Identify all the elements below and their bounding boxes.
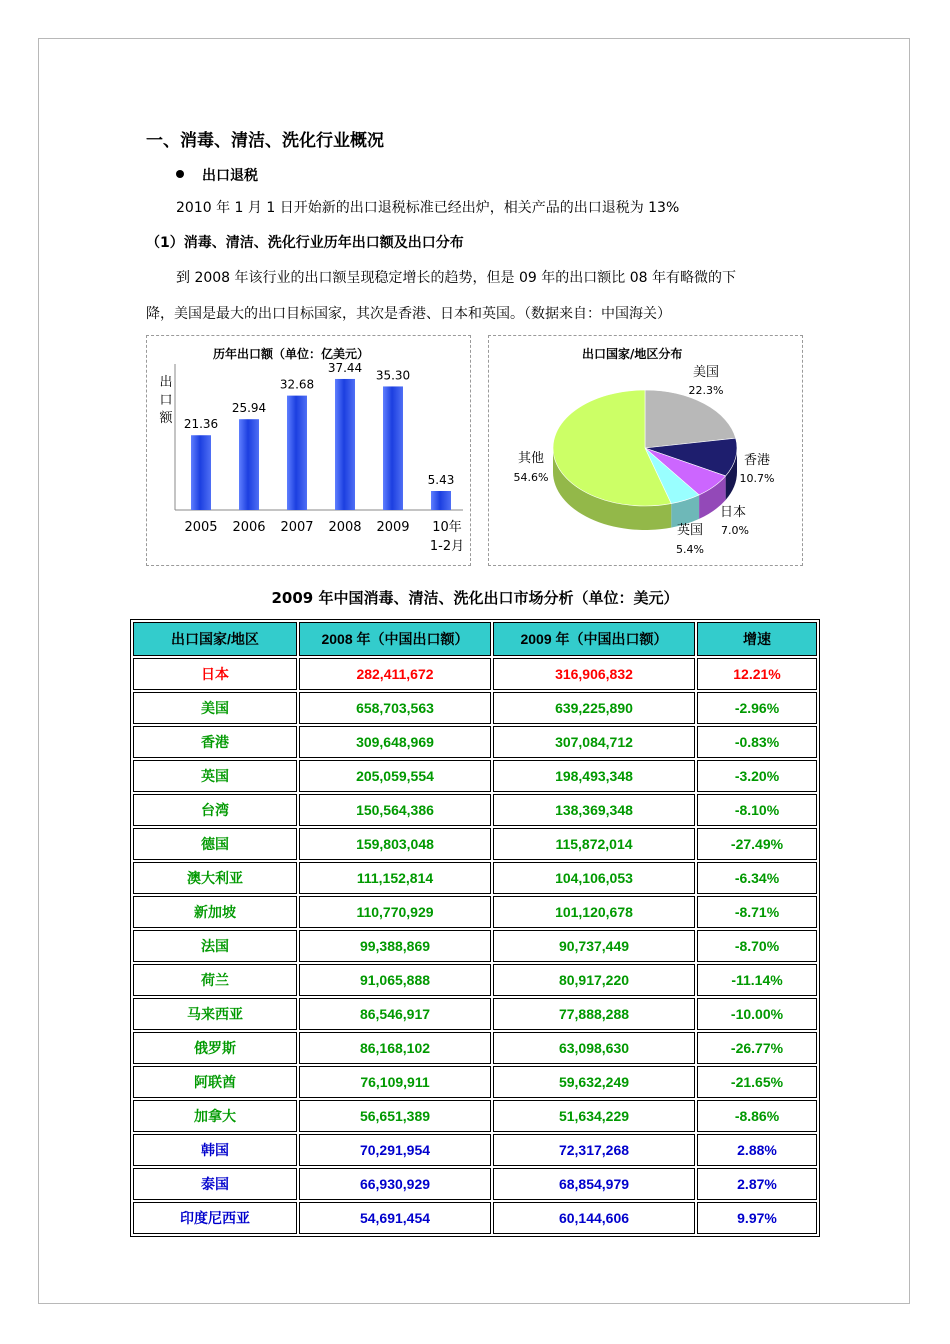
cell-country: 阿联酋 [133, 1066, 297, 1098]
table-row [133, 1134, 817, 1166]
table-header-row [133, 622, 817, 656]
cell-2009: 115,872,014 [493, 828, 695, 860]
cell-growth: 9.97% [697, 1202, 817, 1234]
cell-2009: 60,144,606 [493, 1202, 695, 1234]
bar-category-label: 2007 [280, 520, 314, 535]
cell-2008: 66,930,929 [299, 1168, 491, 1200]
cell-2008: 309,648,969 [299, 726, 491, 758]
cell-country: 台湾 [133, 794, 297, 826]
bar-2008 [335, 379, 355, 510]
table-row [133, 964, 817, 996]
cell-country: 马来西亚 [133, 998, 297, 1030]
cell-2008: 70,291,954 [299, 1134, 491, 1166]
cell-2009: 316,906,832 [493, 658, 695, 690]
bar-10年-1-2月 [431, 491, 451, 510]
cell-country: 英国 [133, 760, 297, 792]
cell-growth: 2.88% [697, 1134, 817, 1166]
pie-label: 美国 [692, 365, 720, 380]
cell-2008: 56,651,389 [299, 1100, 491, 1132]
bar-2007 [287, 396, 307, 510]
table-row [133, 658, 817, 690]
pie-chart-title: 出口国家/地区分布 [582, 347, 683, 361]
cell-2008: 658,703,563 [299, 692, 491, 724]
table-row [133, 1168, 817, 1200]
bar-category-label: 2006 [232, 520, 266, 535]
cell-country: 德国 [133, 828, 297, 860]
cell-growth: 12.21% [697, 658, 817, 690]
bar-value-label: 32.68 [279, 377, 315, 392]
cell-2008: 110,770,929 [299, 896, 491, 928]
cell-2008: 86,546,917 [299, 998, 491, 1030]
cell-growth: -8.10% [697, 794, 817, 826]
pie-slice-美国 [645, 390, 736, 448]
export-market-table [130, 619, 820, 1237]
pie-label: 日本 [719, 505, 747, 520]
cell-2009: 639,225,890 [493, 692, 695, 724]
cell-2008: 205,059,554 [299, 760, 491, 792]
cell-country: 新加坡 [133, 896, 297, 928]
cell-2009: 72,317,268 [493, 1134, 695, 1166]
table-row [133, 1100, 817, 1132]
paragraph-trend-line1: 到 2008 年该行业的出口额呈现稳定增长的趋势，但是 09 年的出口额比 08 年有略微的下 [176, 270, 736, 286]
pie-value-label: 54.6% [513, 471, 549, 484]
bar-value-label: 5.43 [427, 472, 455, 487]
bar-2006 [239, 419, 259, 510]
pie-label: 香港 [743, 453, 771, 468]
cell-country: 日本 [133, 658, 297, 690]
bar-y-label: 额 [159, 411, 173, 426]
section-heading: 一、消毒、清洁、洗化行业概况 [146, 131, 384, 151]
bar-chart-title: 历年出口额（单位：亿美元） [213, 347, 370, 361]
cell-country: 香港 [133, 726, 297, 758]
table-row [133, 794, 817, 826]
bar-category-label: 1-2月 [429, 539, 465, 554]
cell-country: 澳大利亚 [133, 862, 297, 894]
cell-growth: -8.71% [697, 896, 817, 928]
cell-country: 加拿大 [133, 1100, 297, 1132]
table-title: 2009 年中国消毒、清洁、洗化出口市场分析（单位：美元） [271, 589, 679, 607]
bar-value-label: 21.36 [183, 417, 219, 432]
cell-2009: 63,098,630 [493, 1032, 695, 1064]
table-row [133, 1066, 817, 1098]
table-row [133, 692, 817, 724]
table-row [133, 1032, 817, 1064]
table-row [133, 896, 817, 928]
cell-2009: 138,369,348 [493, 794, 695, 826]
cell-2009: 68,854,979 [493, 1168, 695, 1200]
header-2009: 2009 年（中国出口额） [493, 622, 695, 656]
bar-y-label: 口 [159, 393, 173, 408]
cell-2008: 99,388,869 [299, 930, 491, 962]
export-pie-chart [488, 335, 803, 566]
cell-growth: -2.96% [697, 692, 817, 724]
pie-chart-svg [489, 336, 802, 565]
cell-country: 泰国 [133, 1168, 297, 1200]
cell-growth: -8.70% [697, 930, 817, 962]
cell-growth: 2.87% [697, 1168, 817, 1200]
pie-value-label: 10.7% [739, 472, 775, 485]
table-row [133, 760, 817, 792]
paragraph-tax-rebate: 2010 年 1 月 1 日开始新的出口退税标准已经出炉，相关产品的出口退税为 13% [176, 200, 680, 216]
cell-growth: -0.83% [697, 726, 817, 758]
cell-2008: 86,168,102 [299, 1032, 491, 1064]
pie-label: 其他 [517, 451, 545, 466]
cell-2009: 90,737,449 [493, 930, 695, 962]
cell-growth: -26.77% [697, 1032, 817, 1064]
table-row [133, 930, 817, 962]
cell-2008: 150,564,386 [299, 794, 491, 826]
table-row [133, 998, 817, 1030]
cell-2008: 282,411,672 [299, 658, 491, 690]
cell-growth: -21.65% [697, 1066, 817, 1098]
cell-country: 法国 [133, 930, 297, 962]
cell-growth: -8.86% [697, 1100, 817, 1132]
bar-2005 [191, 435, 211, 510]
pie-value-label: 5.4% [676, 543, 704, 556]
cell-country: 韩国 [133, 1134, 297, 1166]
table-row [133, 1202, 817, 1234]
subsection-heading: （1）消毒、清洁、洗化行业历年出口额及出口分布 [146, 235, 464, 251]
cell-2008: 159,803,048 [299, 828, 491, 860]
cell-growth: -10.00% [697, 998, 817, 1030]
pie-value-label: 22.3% [688, 384, 724, 397]
cell-growth: -27.49% [697, 828, 817, 860]
cell-2008: 76,109,911 [299, 1066, 491, 1098]
cell-growth: -11.14% [697, 964, 817, 996]
header-growth: 增速 [697, 622, 817, 656]
bar-value-label: 35.30 [375, 368, 411, 383]
cell-2009: 104,106,053 [493, 862, 695, 894]
cell-2009: 51,634,229 [493, 1100, 695, 1132]
bar-category-label: 10年 [432, 520, 462, 535]
table-row [133, 828, 817, 860]
header-2008: 2008 年（中国出口额） [299, 622, 491, 656]
cell-country: 美国 [133, 692, 297, 724]
bar-value-label: 37.44 [327, 360, 363, 375]
cell-2008: 54,691,454 [299, 1202, 491, 1234]
bullet-dot-icon [176, 170, 184, 178]
bar-category-label: 2005 [184, 520, 218, 535]
cell-country: 俄罗斯 [133, 1032, 297, 1064]
cell-2009: 198,493,348 [493, 760, 695, 792]
bar-y-label: 出 [159, 375, 173, 390]
cell-growth: -3.20% [697, 760, 817, 792]
pie-label: 英国 [676, 523, 704, 538]
cell-2008: 91,065,888 [299, 964, 491, 996]
bar-2009 [383, 386, 403, 510]
cell-2009: 101,120,678 [493, 896, 695, 928]
bar-value-label: 25.94 [231, 401, 267, 416]
cell-2008: 111,152,814 [299, 862, 491, 894]
bar-category-label: 2008 [328, 520, 362, 535]
pie-value-label: 7.0% [721, 524, 749, 537]
cell-2009: 80,917,220 [493, 964, 695, 996]
bar-chart-svg [147, 336, 470, 565]
bar-category-label: 2009 [376, 520, 410, 535]
cell-growth: -6.34% [697, 862, 817, 894]
table-row [133, 862, 817, 894]
table-row [133, 726, 817, 758]
cell-2009: 77,888,288 [493, 998, 695, 1030]
bullet-text: 出口退税 [202, 168, 258, 184]
cell-country: 荷兰 [133, 964, 297, 996]
paragraph-trend-line2: 降，美国是最大的出口目标国家，其次是香港、日本和英国。（数据来自：中国海关） [146, 306, 671, 322]
cell-2009: 307,084,712 [493, 726, 695, 758]
bullet-item [176, 165, 258, 185]
cell-country: 印度尼西亚 [133, 1202, 297, 1234]
cell-2009: 59,632,249 [493, 1066, 695, 1098]
export-bar-chart [146, 335, 471, 566]
header-country: 出口国家/地区 [133, 622, 297, 656]
